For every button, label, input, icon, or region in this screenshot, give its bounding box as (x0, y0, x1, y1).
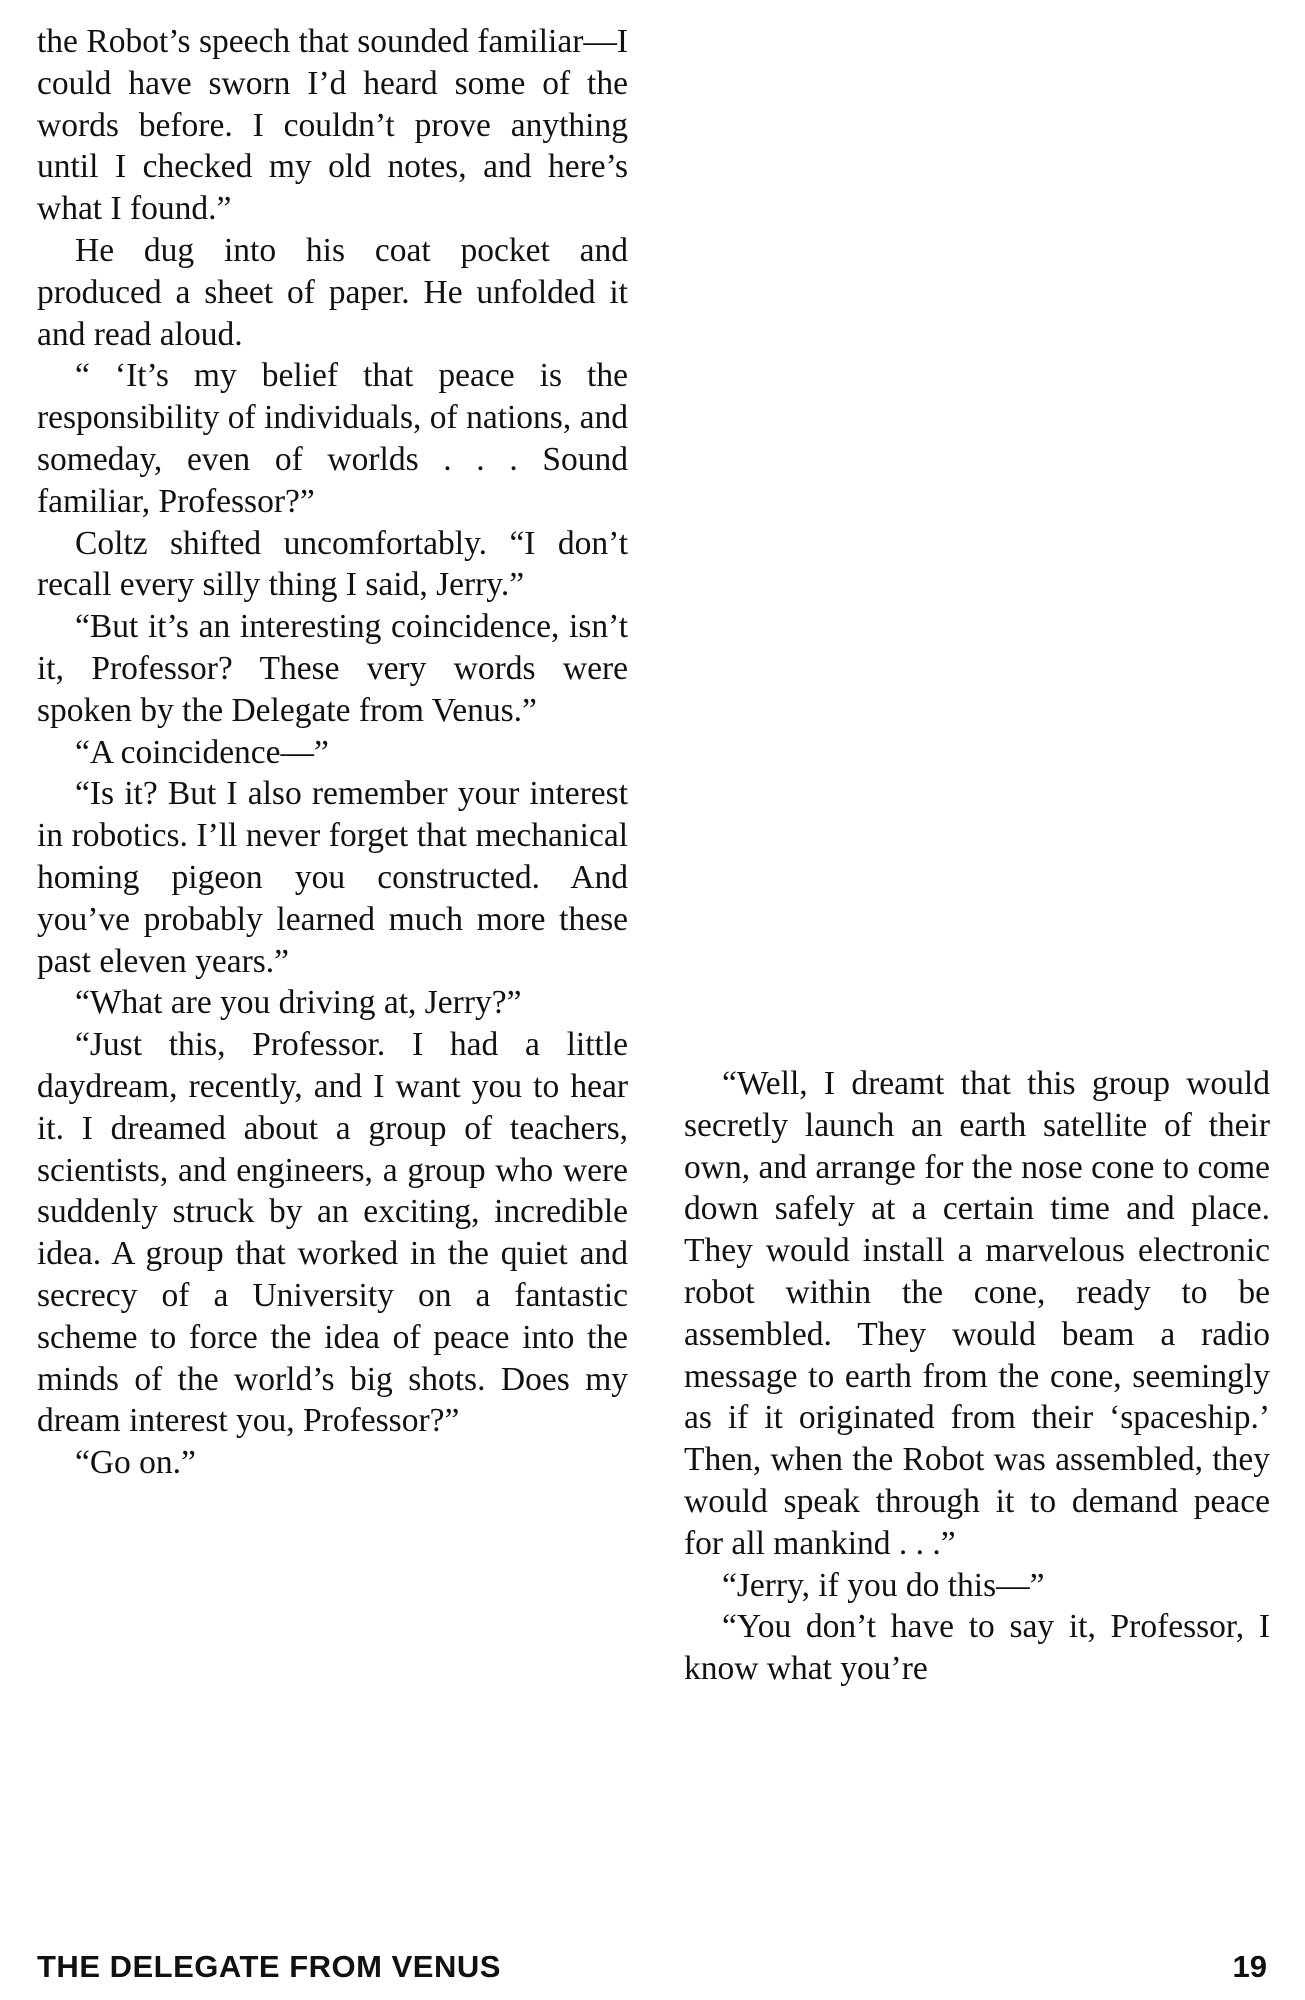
paragraph: “ ‘It’s my belief that peace is the responsibility of individuals, of nations, and someday, even of worlds . . . Sound familiar, Professor?” (37, 357, 628, 520)
paragraph: He dug into his coat pocket and produced a sheet of paper. He unfolded it and read aloud. (37, 231, 628, 353)
left-text-column (37, 21, 628, 1484)
paragraph: Coltz shifted uncomfortably. “I don’t recall every silly thing I said, Jerry.” (37, 524, 628, 604)
paragraph: “Go on.” (75, 1444, 196, 1482)
paragraph: “Well, I dreamt that this group would secretly launch an earth satellite of their own, and arrange for the nose cone to come down safely at a certain time and place. They would install a marvelous electronic robot within the cone, ready to be assembled. They would beam a radio message to earth from the cone, seemingly as if it originated from their ‘spaceship.’ Then, when the Robot was assembled, they would speak through it to demand peace for all mankind . . .” (684, 1065, 1270, 1562)
paragraph: “Jerry, if you do this—” (722, 1566, 1045, 1604)
paragraph: the Robot’s speech that sounded familiar—I could have sworn I’d heard some of the words before. I couldn’t prove anything until I checked my old notes, and here’s what I found.” (37, 23, 628, 228)
paragraph: “Is it? But I also remember your interest in robotics. I’ll never forget that mechanical homing pigeon you constructed. And you’ve probably learned much more these past eleven years.” (37, 775, 628, 980)
paragraph: “What are you driving at, Jerry?” (75, 984, 522, 1022)
page-footer (37, 1944, 1267, 1990)
page-number: 19 (1232, 1949, 1267, 1984)
right-text-column (684, 1063, 1270, 1690)
running-title: THE DELEGATE FROM VENUS (37, 1949, 501, 1984)
paragraph: “A coincidence—” (75, 733, 329, 771)
paragraph: “Just this, Professor. I had a little daydream, recently, and I want you to hear it. I dreamed about a group of teachers, scientists, and engineers, a group who were suddenly struck by an exciting, incredible idea. A group that worked in the quiet and secrecy of a University on a fantastic scheme to force the idea of peace into the minds of the world’s big shots. Does my dream interest you, Professor?” (37, 1026, 628, 1440)
paragraph: “But it’s an interesting coincidence, isn’t it, Professor? These very words were spoken by the Delegate from Venus.” (37, 608, 628, 729)
paragraph: “You don’t have to say it, Professor, I know what you’re (684, 1608, 1270, 1688)
